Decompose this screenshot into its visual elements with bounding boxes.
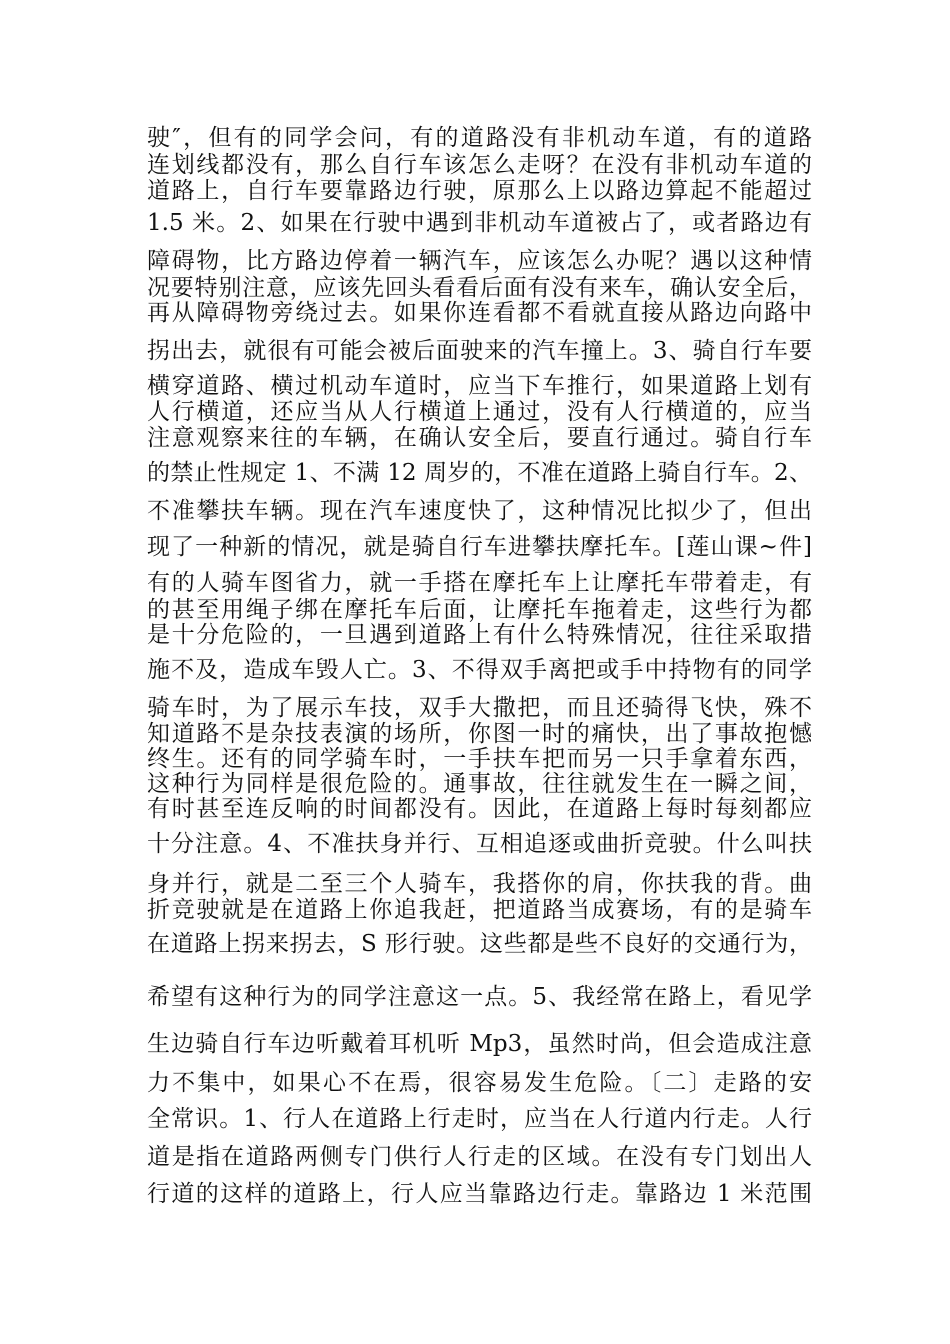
text-line: 道路上，自行车要靠路边行驶，原那么上以路边算起不能超过 [147, 178, 812, 204]
text-line: 横穿道路、横过机动车道时，应当下车推行，如果道路上划有 [147, 373, 812, 399]
text-line: 的禁止性规定 1、不满 12 周岁的，不准在道路上骑自行车。2、 [147, 460, 812, 486]
text-line: 况要特别注意，应该先回头看看后面有没有来车，确认安全后， [147, 275, 812, 301]
text-line: 骑车时，为了展示车技，双手大撒把，而且还骑得飞快，殊不 [147, 695, 812, 721]
text-line: 人行横道，还应当从人行横道上通过，没有人行横道的，应当 [147, 399, 812, 425]
text-line: 道是指在道路两侧专门供行人行走的区域。在没有专门划出人 [147, 1144, 812, 1170]
text-line: 的甚至用绳子绑在摩托车后面，让摩托车拖着走，这些行为都 [147, 597, 812, 623]
text-line: 1.5 米。2、如果在行驶中遇到非机动车道被占了，或者路边有 [147, 210, 812, 236]
text-line: 行道的这样的道路上，行人应当靠路边行走。靠路边 1 米范围 [147, 1181, 812, 1207]
text-line: 注意观察来往的车辆，在确认安全后，要直行通过。骑自行车 [147, 425, 812, 451]
text-line: 十分注意。4、不准扶身并行、互相追逐或曲折竞驶。什么叫扶 [147, 831, 812, 857]
text-line: 身并行，就是二至三个人骑车，我搭你的肩，你扶我的背。曲 [147, 871, 812, 897]
text-line: 有的人骑车图省力，就一手搭在摩托车上让摩托车带着走，有 [147, 570, 812, 596]
text-line: 有时甚至连反响的时间都没有。因此，在道路上每时每刻都应 [147, 796, 812, 822]
text-line: 障碍物，比方路边停着一辆汽车，应该怎么办呢？遇以这种情 [147, 248, 812, 274]
text-line: 施不及，造成车毁人亡。3、不得双手离把或手中持物有的同学 [147, 657, 812, 683]
text-line: 终生。还有的同学骑车时，一手扶车把而另一只手拿着东西， [147, 746, 812, 772]
text-line: 拐出去，就很有可能会被后面驶来的汽车撞上。3、骑自行车要 [147, 338, 812, 364]
text-line: 不准攀扶车辆。现在汽车速度快了，这种情况比拟少了，但出 [147, 498, 812, 524]
text-line: 折竞驶就是在道路上你追我赶，把道路当成赛场，有的是骑车 [147, 897, 812, 923]
text-line: 连划线都没有，那么自行车该怎么走呀？在没有非机动车道的 [147, 152, 812, 178]
text-line: 再从障碍物旁绕过去。如果你连看都不看就直接从路边向路中 [147, 300, 812, 326]
text-line: 全常识。1、行人在道路上行走时，应当在人行道内行走。人行 [147, 1106, 812, 1132]
text-line: 知道路不是杂技表演的场所，你图一时的痛快，出了事故抱憾 [147, 721, 812, 747]
text-line: 这种行为同样是很危险的。通事故，往往就发生在一瞬之间， [147, 771, 812, 797]
text-line: 在道路上拐来拐去，S 形行驶。这些都是些不良好的交通行为， [147, 931, 812, 957]
text-line: 驶″，但有的同学会问，有的道路没有非机动车道，有的道路 [147, 125, 812, 151]
text-line: 力不集中，如果心不在焉，很容易发生危险。〔二〕走路的安 [147, 1070, 812, 1096]
text-line: 是十分危险的，一旦遇到道路上有什么特殊情况，往往采取措 [147, 622, 812, 648]
text-line: 希望有这种行为的同学注意这一点。5、我经常在路上，看见学 [147, 984, 812, 1010]
text-line: 现了一种新的情况，就是骑自行车进攀扶摩托车。[莲山课~件] [147, 534, 812, 560]
text-line: 生边骑自行车边听戴着耳机听 Mp3，虽然时尚，但会造成注意 [147, 1031, 812, 1057]
